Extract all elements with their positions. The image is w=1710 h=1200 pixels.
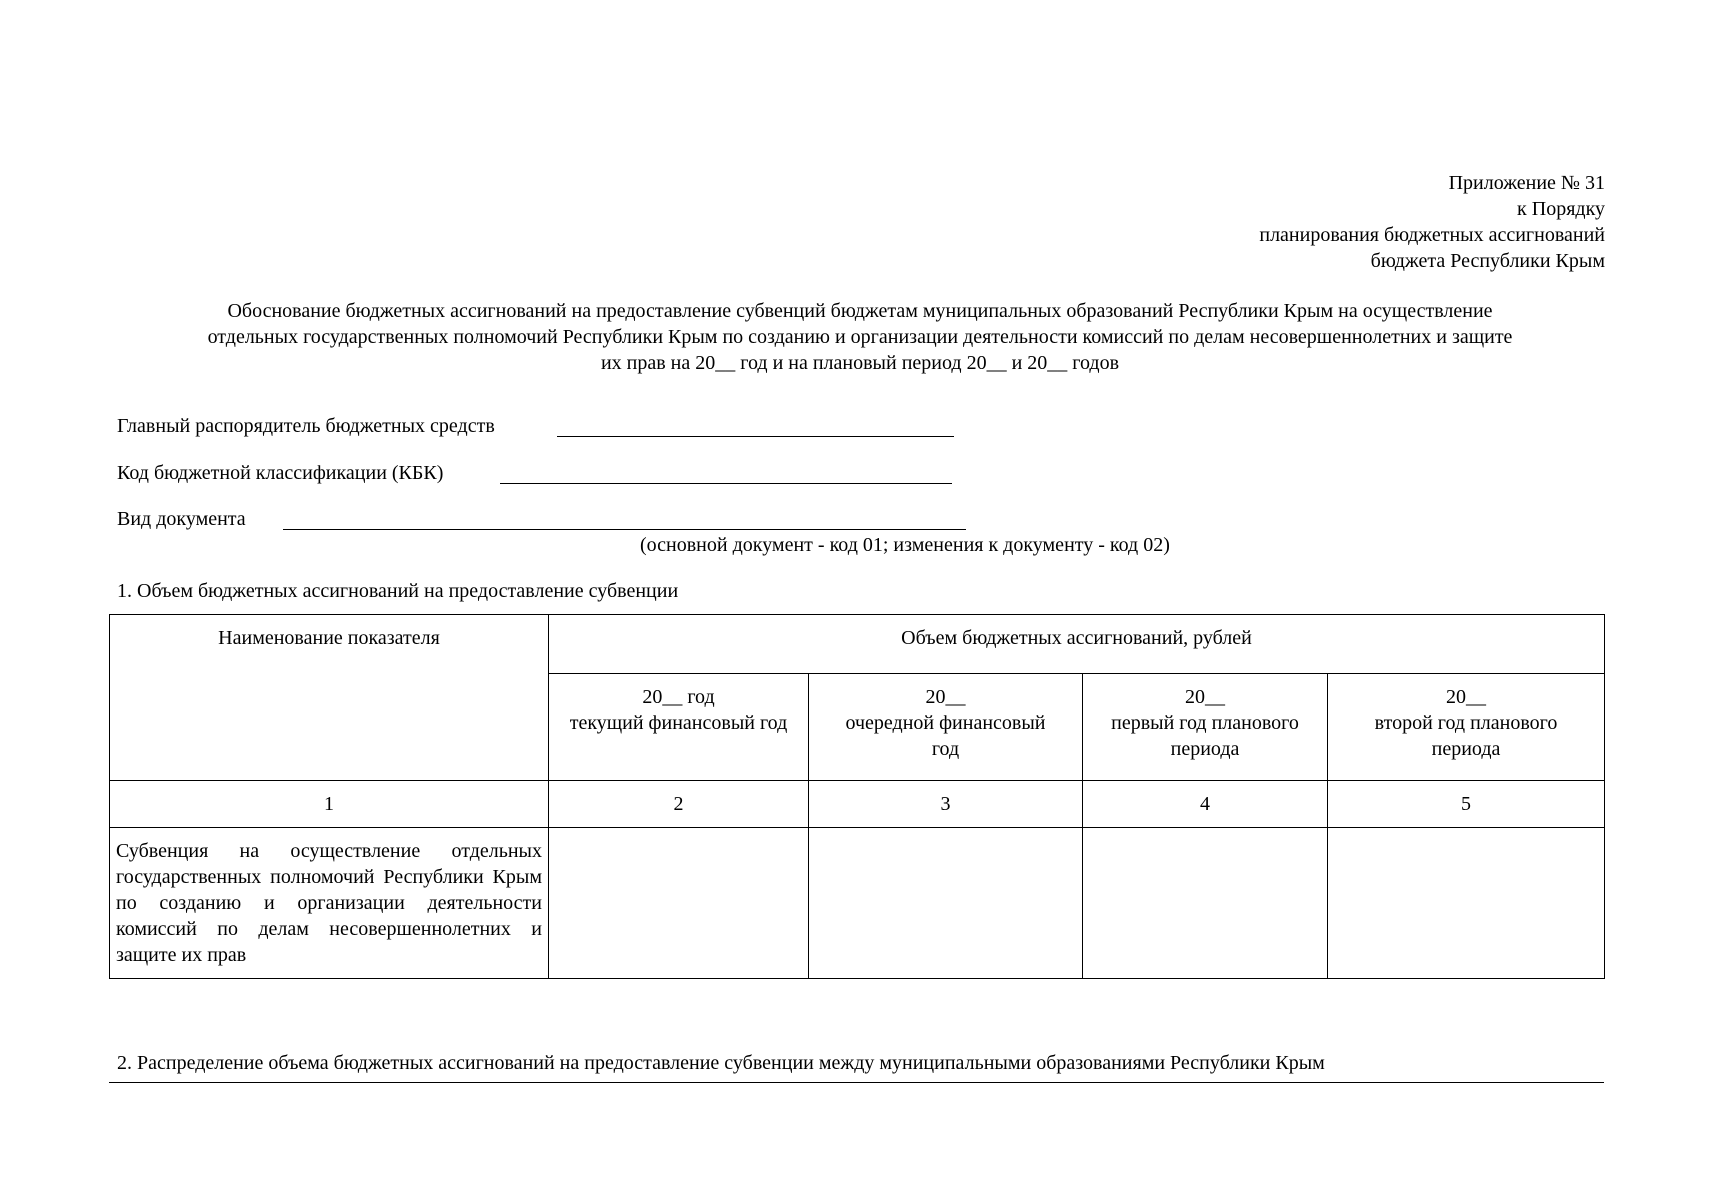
header-indicator-label: Наименование показателя (218, 627, 440, 649)
period-plan-1-desc-2: периода (1170, 738, 1240, 760)
period-plan-1-desc: первый год планового (1111, 712, 1299, 734)
document-title (110, 298, 1610, 376)
period-current-year: 20__ год (642, 686, 715, 708)
column-number-3: 3 (809, 781, 1083, 828)
indicator-cell (110, 828, 549, 979)
period-plan-2-desc: второй год планового (1374, 712, 1558, 734)
period-plan-2-desc-2: периода (1431, 738, 1501, 760)
manager-blank-line[interactable] (557, 436, 954, 437)
manager-label: Главный распорядитель бюджетных средств (117, 415, 495, 437)
column-number-5: 5 (1328, 781, 1605, 828)
title-line-2: отдельных государственных полномочий Республики Крым по созданию и организации деятельности комиссий по делам несовершеннолетних и защите (207, 326, 1513, 348)
indicator-text: Субвенция на осуществление отдельных государственных полномочий Республики Крым по созданию и организации деятельности комиссий по делам несовершеннолетних и защите их прав (116, 840, 542, 966)
doc-type-label: Вид документа (117, 508, 246, 530)
appendix-reference (1000, 170, 1605, 274)
value-cell-plan-1[interactable] (1083, 828, 1328, 979)
period-next-desc-2: год (931, 738, 960, 760)
column-number-2: 2 (549, 781, 809, 828)
doc-type-note: (основной документ - код 01; изменения к документу - код 02) (640, 534, 1170, 556)
doc-type-blank-line[interactable] (283, 529, 966, 530)
column-number-4: 4 (1083, 781, 1328, 828)
section-2-rule (109, 1082, 1604, 1083)
period-plan-2-year: 20__ (1446, 686, 1486, 708)
period-next-year: 20__ (925, 686, 966, 708)
header-period-plan-2 (1328, 674, 1605, 781)
title-line-3: их прав на 20__ год и на плановый период 20__ и 20__ годов (600, 352, 1120, 374)
column-number-1: 1 (110, 781, 549, 828)
header-period-next (809, 674, 1083, 781)
header-period-current (549, 674, 809, 781)
header-indicator-name (110, 615, 549, 781)
period-plan-1-year: 20__ (1185, 686, 1225, 708)
appendix-line-2: к Порядку (1517, 198, 1605, 220)
period-current-desc: текущий финансовый год (569, 712, 788, 734)
header-period-plan-1 (1083, 674, 1328, 781)
kbk-label: Код бюджетной классификации (КБК) (117, 462, 444, 484)
table-row (110, 828, 1605, 979)
section-2-title: 2. Распределение объема бюджетных ассигнований на предоставление субвенции между муниципальными образованиями Республики Крым (117, 1052, 1325, 1074)
section-1-title: 1. Объем бюджетных ассигнований на предоставление субвенции (117, 580, 679, 602)
title-line-1: Обоснование бюджетных ассигнований на предоставление субвенций бюджетам муниципальных образований Республики Крым на осуществление (227, 300, 1493, 322)
table-header-row (110, 615, 1605, 674)
kbk-blank-line[interactable] (500, 483, 952, 484)
table-column-numbers-row (110, 781, 1605, 828)
value-cell-plan-2[interactable] (1328, 828, 1605, 979)
value-cell-current[interactable] (549, 828, 809, 979)
appendix-line-4: бюджета Республики Крым (1370, 250, 1605, 272)
value-cell-next[interactable] (809, 828, 1083, 979)
appropriations-table (109, 614, 1605, 979)
header-volume-label: Объем бюджетных ассигнований, рублей (901, 627, 1252, 649)
header-volume (549, 615, 1605, 674)
period-next-desc: очередной финансовый (845, 712, 1046, 734)
appendix-line-3: планирования бюджетных ассигнований (1259, 224, 1605, 246)
appendix-number: Приложение № 31 (1448, 172, 1605, 194)
